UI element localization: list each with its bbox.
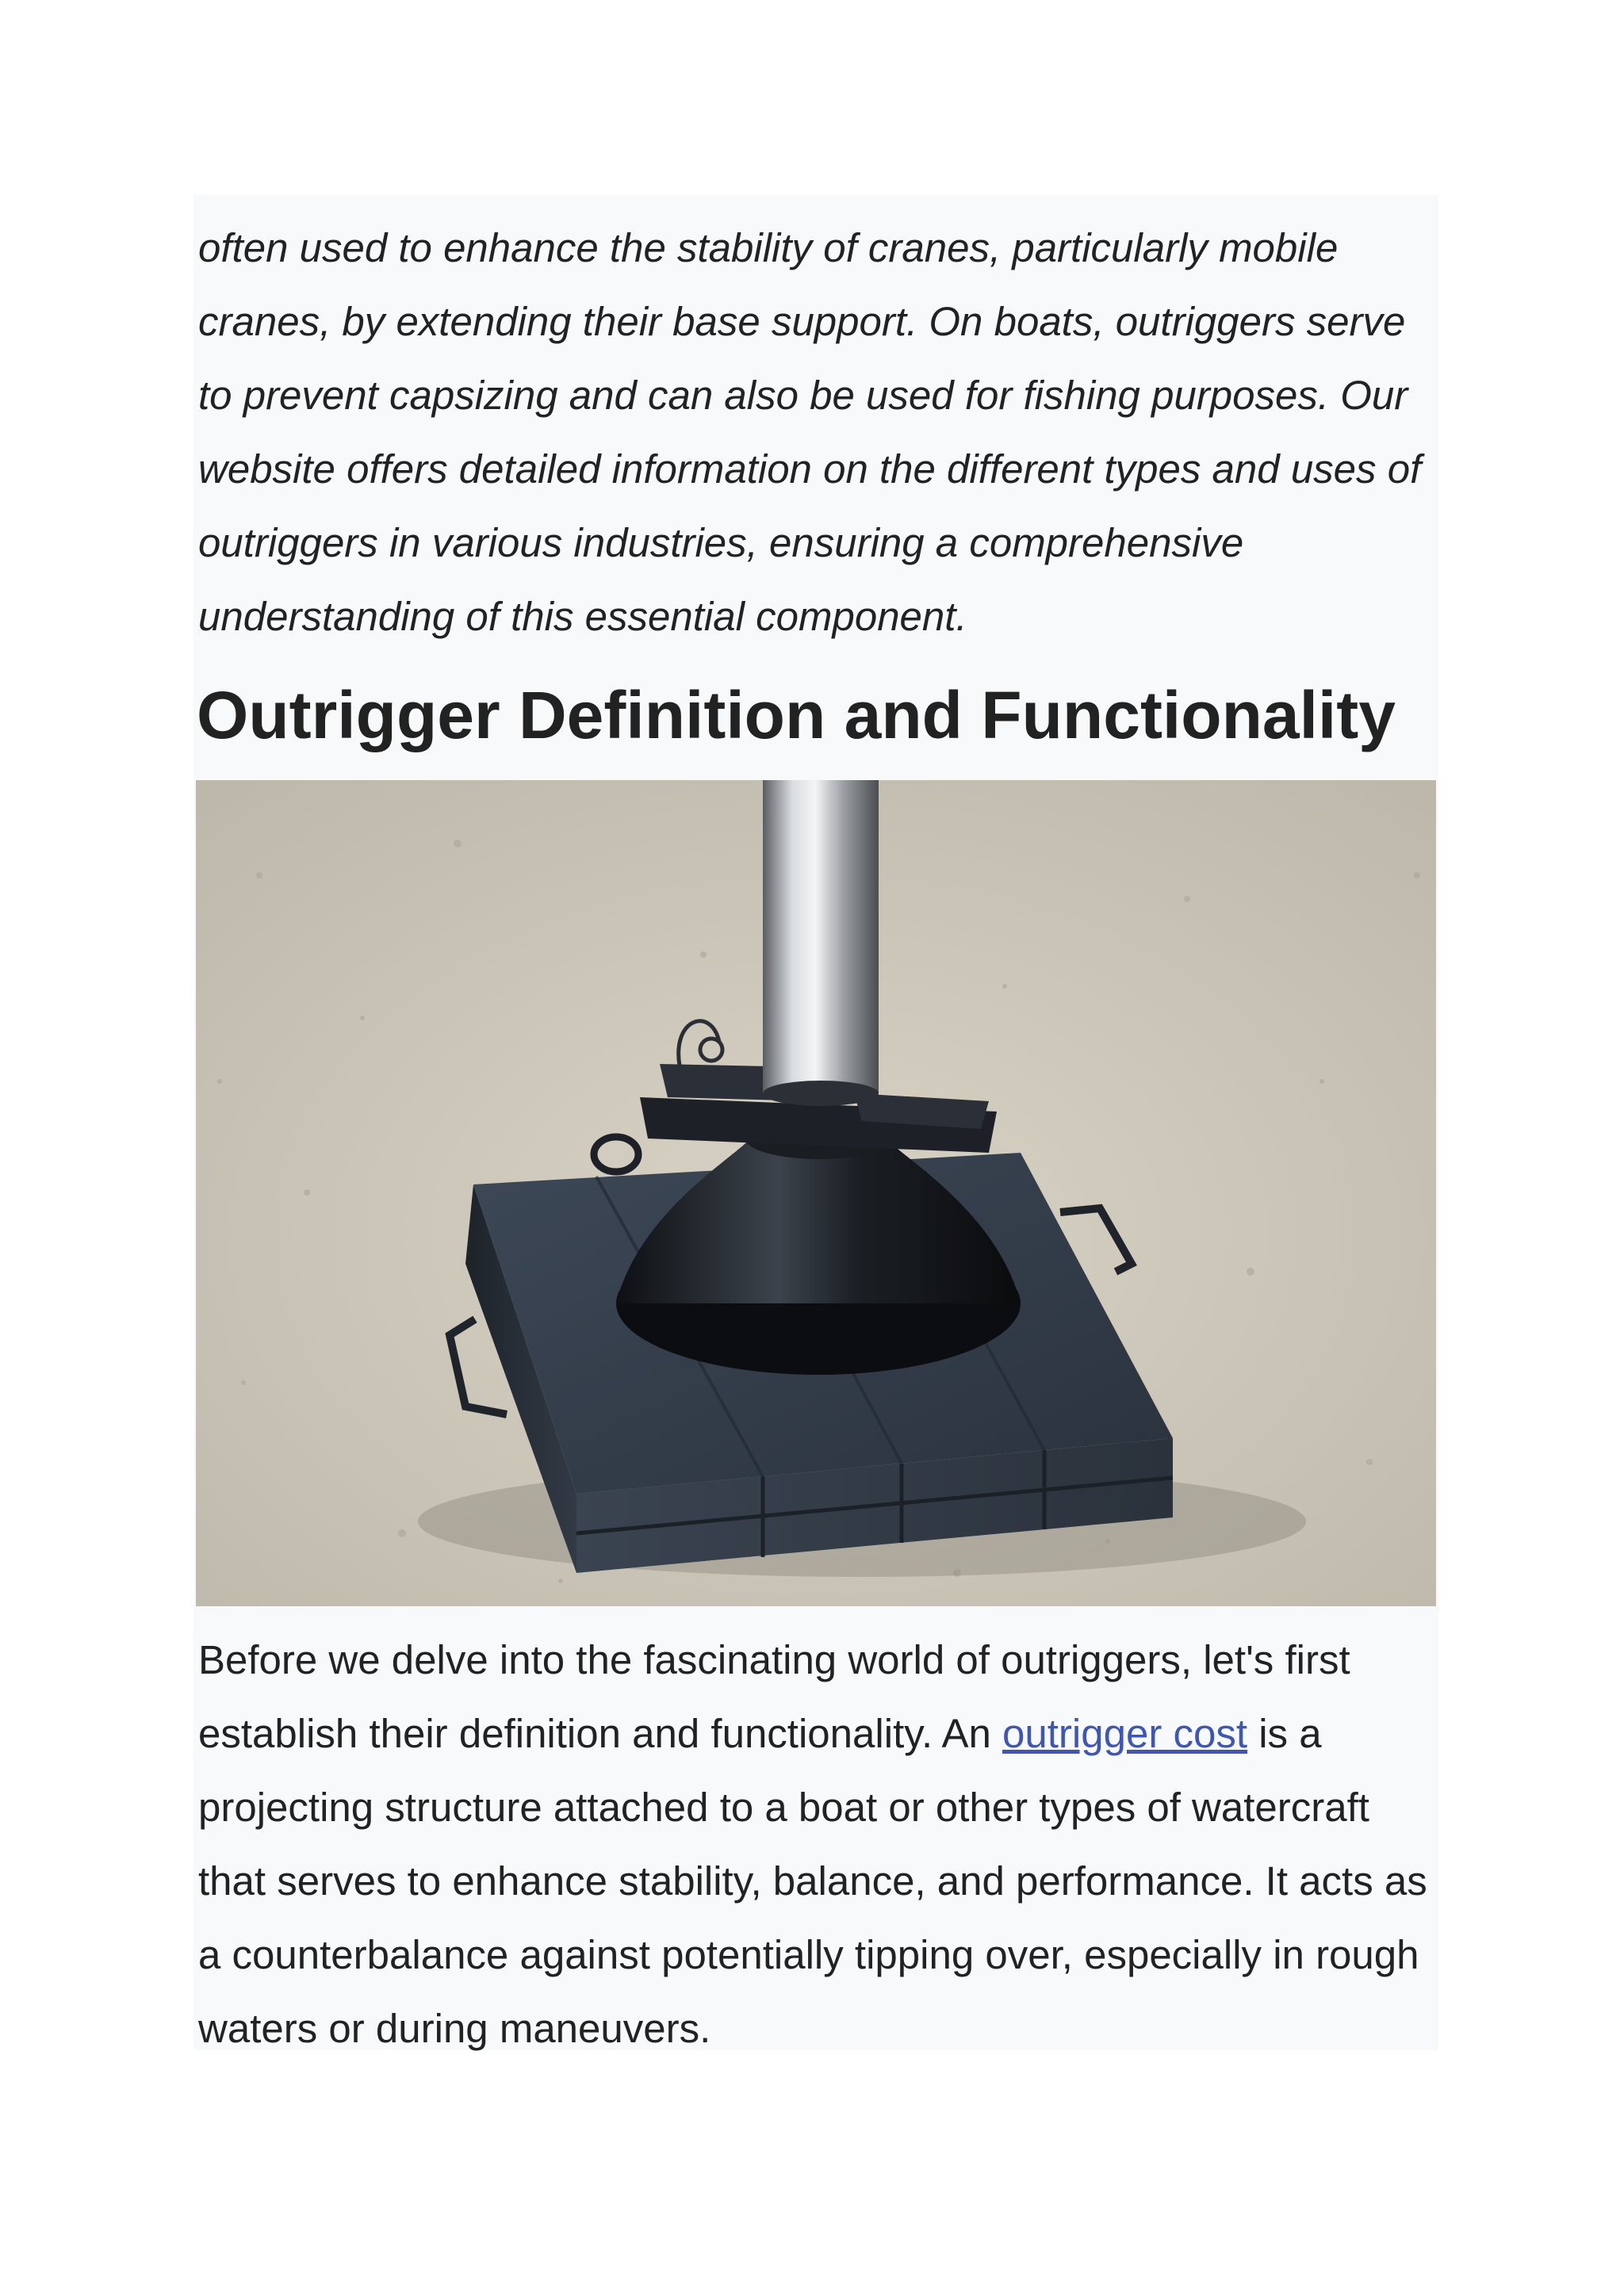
definition-text-end: is a projecting structure attached to a boat or other types of watercraft that serves to enhance stability, balance, and performance. It acts as a counterbalance against potentially tipping over, especially in rough waters or during maneuvers. [198, 1711, 1427, 2051]
outrigger-pad-photo [196, 780, 1436, 1606]
definition-paragraph [198, 1623, 1437, 2065]
outrigger-cost-link[interactable]: outrigger cost [1002, 1711, 1248, 1756]
outrigger-pad-illustration [196, 780, 1436, 1606]
intro-paragraph: often used to enhance the stability of cranes, particularly mobile cranes, by extending their base support. On boats, outriggers serve to prevent capsizing and can also be used for fishing purposes. Our website offers detailed information on the different types and uses of outriggers in various industries, ensuring a comprehensive understanding of this essential component. [198, 225, 1422, 639]
section-heading: Outrigger Definition and Functionality [197, 678, 1396, 752]
definition-text-start: Before we delve into the fascinating world of outriggers, let's first establish their definition and functionality. An [198, 1637, 1350, 1756]
